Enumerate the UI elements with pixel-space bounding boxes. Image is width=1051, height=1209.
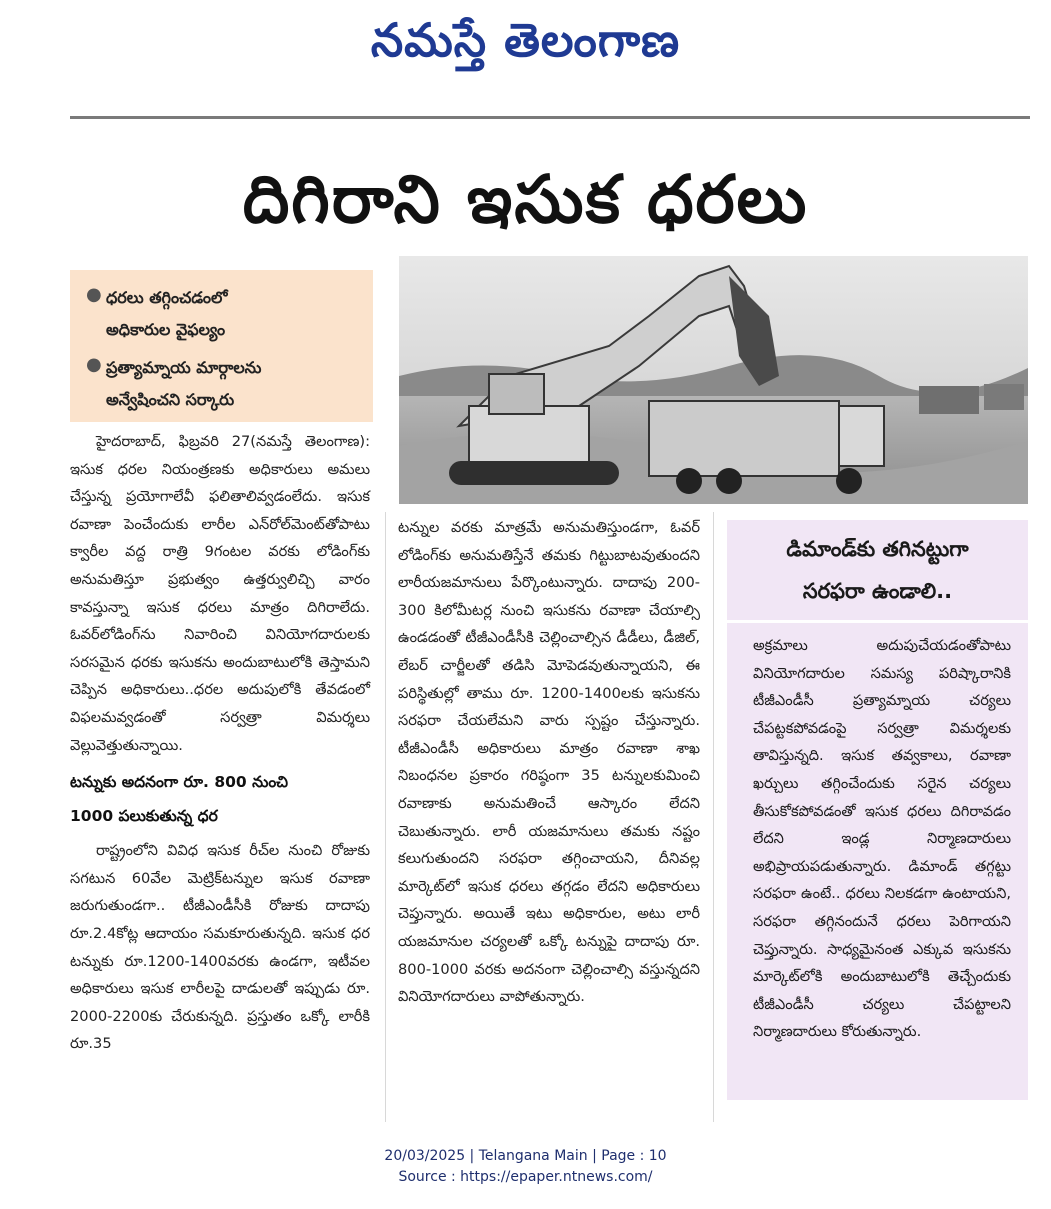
- column-divider: [713, 512, 714, 1122]
- article-subheading: [70, 765, 370, 833]
- column-divider: [385, 512, 386, 1122]
- highlight-item: [86, 282, 363, 346]
- highlight-item: [86, 352, 363, 416]
- highlight-line: ప్రత్యామ్నాయ మార్గాలను: [106, 358, 262, 377]
- sidebar-title-line: సరఫరా ఉండాలి..: [802, 579, 953, 603]
- bullet-icon: ●: [86, 354, 102, 375]
- highlight-line: అధికారుల వైఫల్యం: [106, 320, 226, 339]
- page-footer: [0, 1146, 1051, 1188]
- news-photo: [399, 256, 1028, 504]
- bullet-icon: ●: [86, 284, 102, 305]
- article-paragraph: టన్నుల వరకు మాత్రమే అనుమతిస్తుండగా, ఓవర్ లోడింగ్‌కు అనుమతిస్తేనే తమకు గిట్టుబాటవుతుందని లారీయజమానులు పేర్కొంటున్నారు. దాదాపు 200-300 కిలోమీటర్ల నుంచి ఇసుకను రవాణా చేయాల్సి ఉండడంతో టీజీఎండీసీకి చెల్లించాల్సిన డీడీలు, డీజిల్, లేబర్ చార్జీలతో తడిసి మోపెడవుతున్నాయని, ఈ పరిస్థితుల్లో తాము రూ. 1200-1400లకు ఇసుకను సరఫరా చేయలేమని వారు స్పష్టం చేస్తున్నారు. టీజీఎండీసీ అధికారులు మాత్రం రవాణా శాఖ నిబంధనల ప్రకారం గరిష్ఠంగా 35 టన్నులకుమించి రవాణాకు అనుమతించే ఆస్కారం లేదని చెబుతున్నారు. లారీ యజమానులు తమకు నష్టం కలుగుతుందని సరఫరా తగ్గించాయని, దీనివల్ల మార్కెట్‌లో ఇసుక ధరలు తగ్గడం లేదని అధికారులు చెప్తున్నారు. అయితే ఇటు అధికారుల, అటు లారీ యజమానుల చర్యలతో ఒక్కో టన్నుపై దాదాపు రూ. 800-1000 వరకు అదనంగా చెల్లించాల్సి వస్తున్నదని వినియోగదారులు వాపోతున్నారు.: [398, 519, 700, 1006]
- sidebar-divider: [727, 620, 1028, 623]
- excavator-photo-illustration: [399, 256, 1028, 504]
- article-column-1: [70, 428, 370, 1058]
- article-paragraph: రాష్ట్రంలోని వివిధ ఇసుక రీచ్‌ల నుంచి రోజుకు సగటున 60వేల మెట్రిక్‌టన్నుల ఇసుక రవాణా జరుగుతుండగా.. టీజీఎండీసీకి రోజుకు దాదాపు రూ.2.4కోట్ల ఆదాయం సమకూరుతున్నది. ఇసుక ధర టన్నుకు రూ.1200-1400వరకు ఉండగా, ఇటీవల అధికారులు ఇసుక లారీలపై దాడులతో ఇప్పుడు రూ. 2000-2200కు చేరుకున్నది. ప్రస్తుతం ఒక్కో లారీకి రూ.35: [70, 842, 370, 1053]
- highlights-box: [70, 270, 373, 422]
- sidebar-box: [727, 520, 1028, 1100]
- highlight-line: ధరలు తగ్గించడంలో: [106, 288, 228, 307]
- headline: దిగిరాని ఇసుక ధరలు: [242, 161, 809, 238]
- article-column-2: [398, 514, 700, 1011]
- masthead-divider: [70, 116, 1030, 119]
- masthead-title: నమస్తే తెలంగాణ: [370, 13, 681, 67]
- sidebar-body: అక్రమాలు అదుపుచేయడంతోపాటు వినియోగదారుల సమస్య పరిష్కారానికి టీజీఎండీసీ ప్రత్యామ్నాయ చర్యలు చేపట్టకపోవడంపై సర్వత్రా విమర్శలకు తావిస్తున్నది. ఇసుక తవ్వకాలు, రవాణా ఖర్చులు తగ్గించేందుకు సరైన చర్యలు తీసుకోకపోవడంతో ఇసుక ధరలు దిగిరావడం లేదని ఇండ్ల నిర్మాణదారులు అభిప్రాయపడుతున్నారు. డిమాండ్ తగ్గట్టు సరఫరా ఉంటే.. ధరలు నిలకడగా ఉంటాయని, సరఫరా తగ్గినందునే ధరలు పెరిగాయని చెప్తున్నారు. సాధ్యమైనంత ఎక్కువ ఇసుకను మార్కెట్‌లోకి అందుబాటులోకి తెచ్చేందుకు టీజీఎండీసీ చర్యలు చేపట్టాలని నిర్మాణదారులు కోరుతున్నారు.: [753, 637, 1011, 1041]
- subheading-line: టన్నుకు అదనంగా రూ. 800 నుంచి: [70, 773, 289, 792]
- highlight-line: అన్వేషించని సర్కారు: [106, 390, 235, 409]
- footer-source: Source : https://epaper.ntnews.com/: [398, 1169, 653, 1185]
- sidebar-title-line: డిమాండ్‌కు తగినట్టుగా: [786, 537, 969, 561]
- article-paragraph: హైదరాబాద్, ఫిబ్రవరి 27(నమస్తే తెలంగాణ): ఇసుక ధరల నియంత్రణకు అధికారులు అమలు చేస్తున్న ప్రయోగాలేవీ ఫలితాలివ్వడంలేదు. ఇసుక రవాణా పెంచేందుకు లారీల ఎన్‌రోల్‌మెంట్‌తోపాటు క్వారీల వద్ద రాత్రి 9గంటల వరకు లోడింగ్‌కు అనుమతిస్తూ ప్రభుత్వం ఉత్తర్వులిచ్చి వారం కావస్తున్నా ఇసుక ధరలు మాత్రం దిగిరాలేదు. ఓవర్‌లోడింగ్‌ను నివారించి వినియోగదారులకు సరసమైన ధరకు ఇసుకను అందుబాటులోకి తెస్తామని చెప్పిన అధికారులు..ధరల అదుపులోకి తేవడంలో విఫలమవ్వడంతో సర్వత్రా విమర్శలు వెల్లువెత్తుతున్నాయి.: [70, 433, 370, 754]
- footer-edition-info: 20/03/2025 | Telangana Main | Page : 10: [384, 1148, 667, 1164]
- sidebar-title: [727, 528, 1028, 612]
- subheading-line: 1000 పలుకుతున్న ధర: [70, 807, 218, 826]
